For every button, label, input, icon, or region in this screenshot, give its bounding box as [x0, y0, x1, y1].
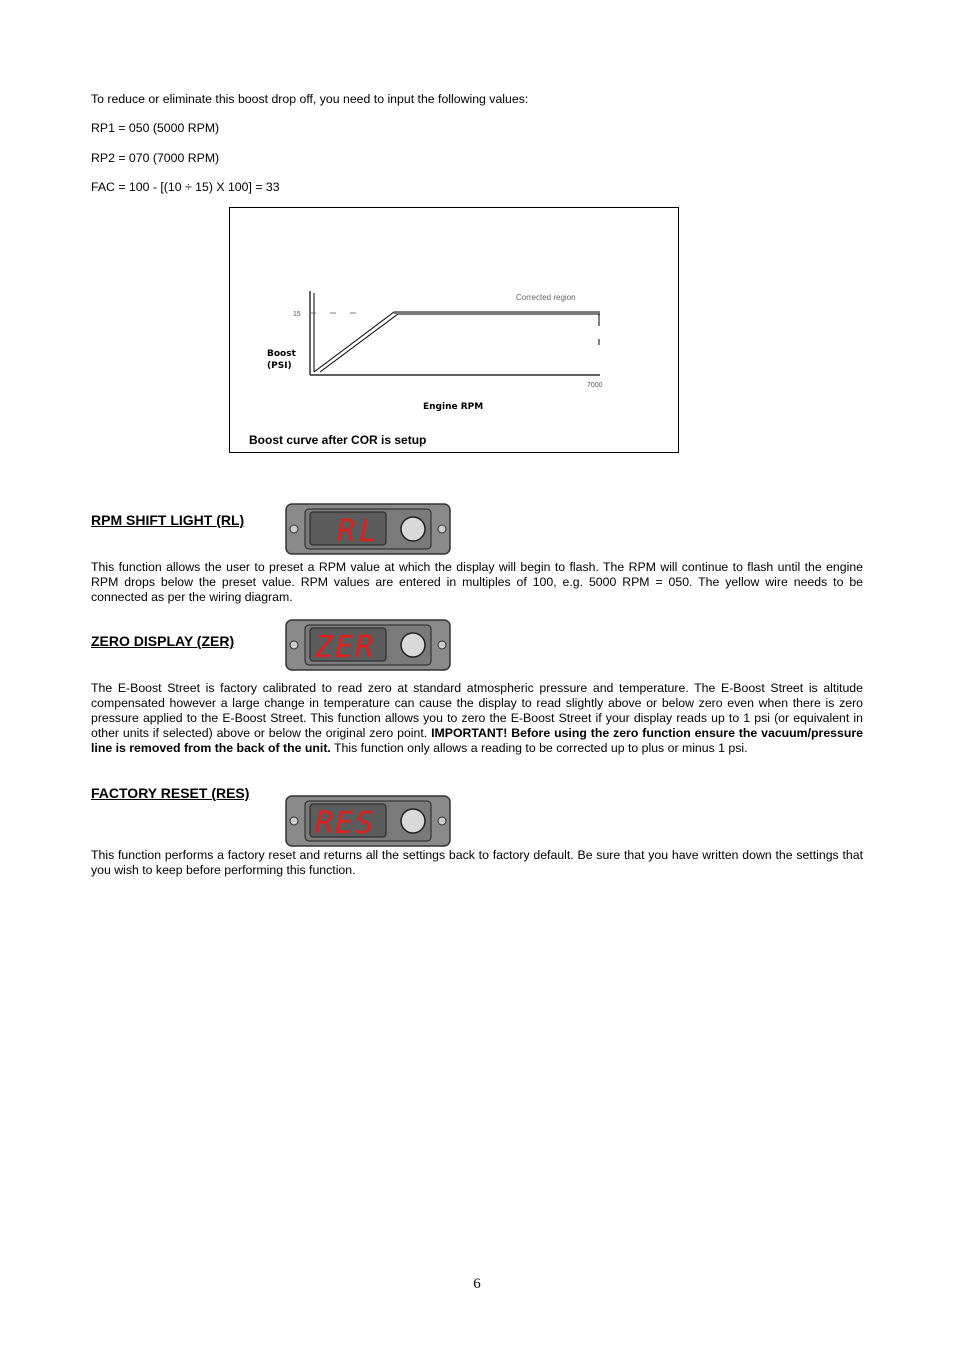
mount-screw-left-icon	[290, 525, 298, 533]
res-description: This function performs a factory reset and returns all the settings back to factory default. Be sure that you have written down the settings that you wish to keep before performing this function.	[91, 848, 863, 877]
rp2-value-line: RP2 = 070 (7000 RPM)	[91, 151, 220, 165]
led-readout: RL	[337, 514, 382, 549]
fac-formula-line: FAC = 100 - [(10 ÷ 15) X 100] = 33	[91, 180, 280, 194]
zer-important-note: IMPORTANT! Before using the zero function ensure the vacuum/pressure line is removed from the back of the unit.	[91, 726, 863, 755]
device-button	[401, 633, 425, 657]
mount-screw-left-icon	[290, 641, 298, 649]
device-button	[401, 517, 425, 541]
intro-line: To reduce or eliminate this boost drop off, you need to input the following values:	[91, 92, 529, 106]
y-tick-15: 15	[293, 311, 301, 318]
section-heading-res: FACTORY RESET (RES)	[91, 785, 250, 801]
mount-screw-right-icon	[438, 525, 446, 533]
corrected-region-label: Corrected region	[516, 293, 576, 302]
zer-description	[91, 681, 863, 756]
device-button	[401, 809, 425, 833]
mount-screw-left-icon	[290, 817, 298, 825]
mount-screw-right-icon	[438, 641, 446, 649]
boost-curve-diagram	[230, 208, 680, 454]
zer-description-part1: The E-Boost Street is factory calibrated to read zero at standard atmospheric pressure and temperature. The E-Boost Street is altitude compensated however a large change in temperature can cause the display to read slightly above or below zero even when there is zero pressure applied to the E-Boost Street. This function allows you to zero the E-Boost Street if your display reads up to 1 psi (or equivalent in other units if selected) above or below the original zero point.	[91, 681, 863, 740]
y-axis-unit: (PSI)	[267, 361, 292, 371]
boost-curve-inner	[320, 314, 600, 372]
page-number: 6	[473, 1276, 481, 1292]
y-axis-label: Boost	[267, 349, 296, 359]
mount-screw-right-icon	[438, 817, 446, 825]
x-axis-label: Engine RPM	[423, 402, 484, 412]
x-tick-7000: 7000	[587, 382, 603, 389]
res-display-device	[285, 795, 451, 847]
section-heading-rl: RPM SHIFT LIGHT (RL)	[91, 512, 245, 528]
rl-description: This function allows the user to preset a RPM value at which the display will begin to flash. The RPM will continue to flash until the engine RPM drops below the preset value. RPM values are entered in multiples of 100, e.g. 5000 RPM = 050. The yellow wire needs to be connected as per the wiring diagram.	[91, 560, 863, 604]
rp1-value-line: RP1 = 050 (5000 RPM)	[91, 121, 220, 135]
led-readout: ZER	[315, 630, 376, 665]
rl-display-device	[285, 503, 451, 555]
figure-caption: Boost curve after COR is setup	[249, 433, 427, 447]
boost-curve-figure	[229, 207, 679, 453]
section-heading-zer: ZERO DISPLAY (ZER)	[91, 633, 235, 649]
zer-display-device	[285, 619, 451, 671]
led-readout: RES	[315, 806, 376, 841]
boost-curve-outer	[314, 312, 600, 372]
zer-description-part2: This function only allows a reading to be corrected up to plus or minus 1 psi.	[330, 741, 748, 755]
